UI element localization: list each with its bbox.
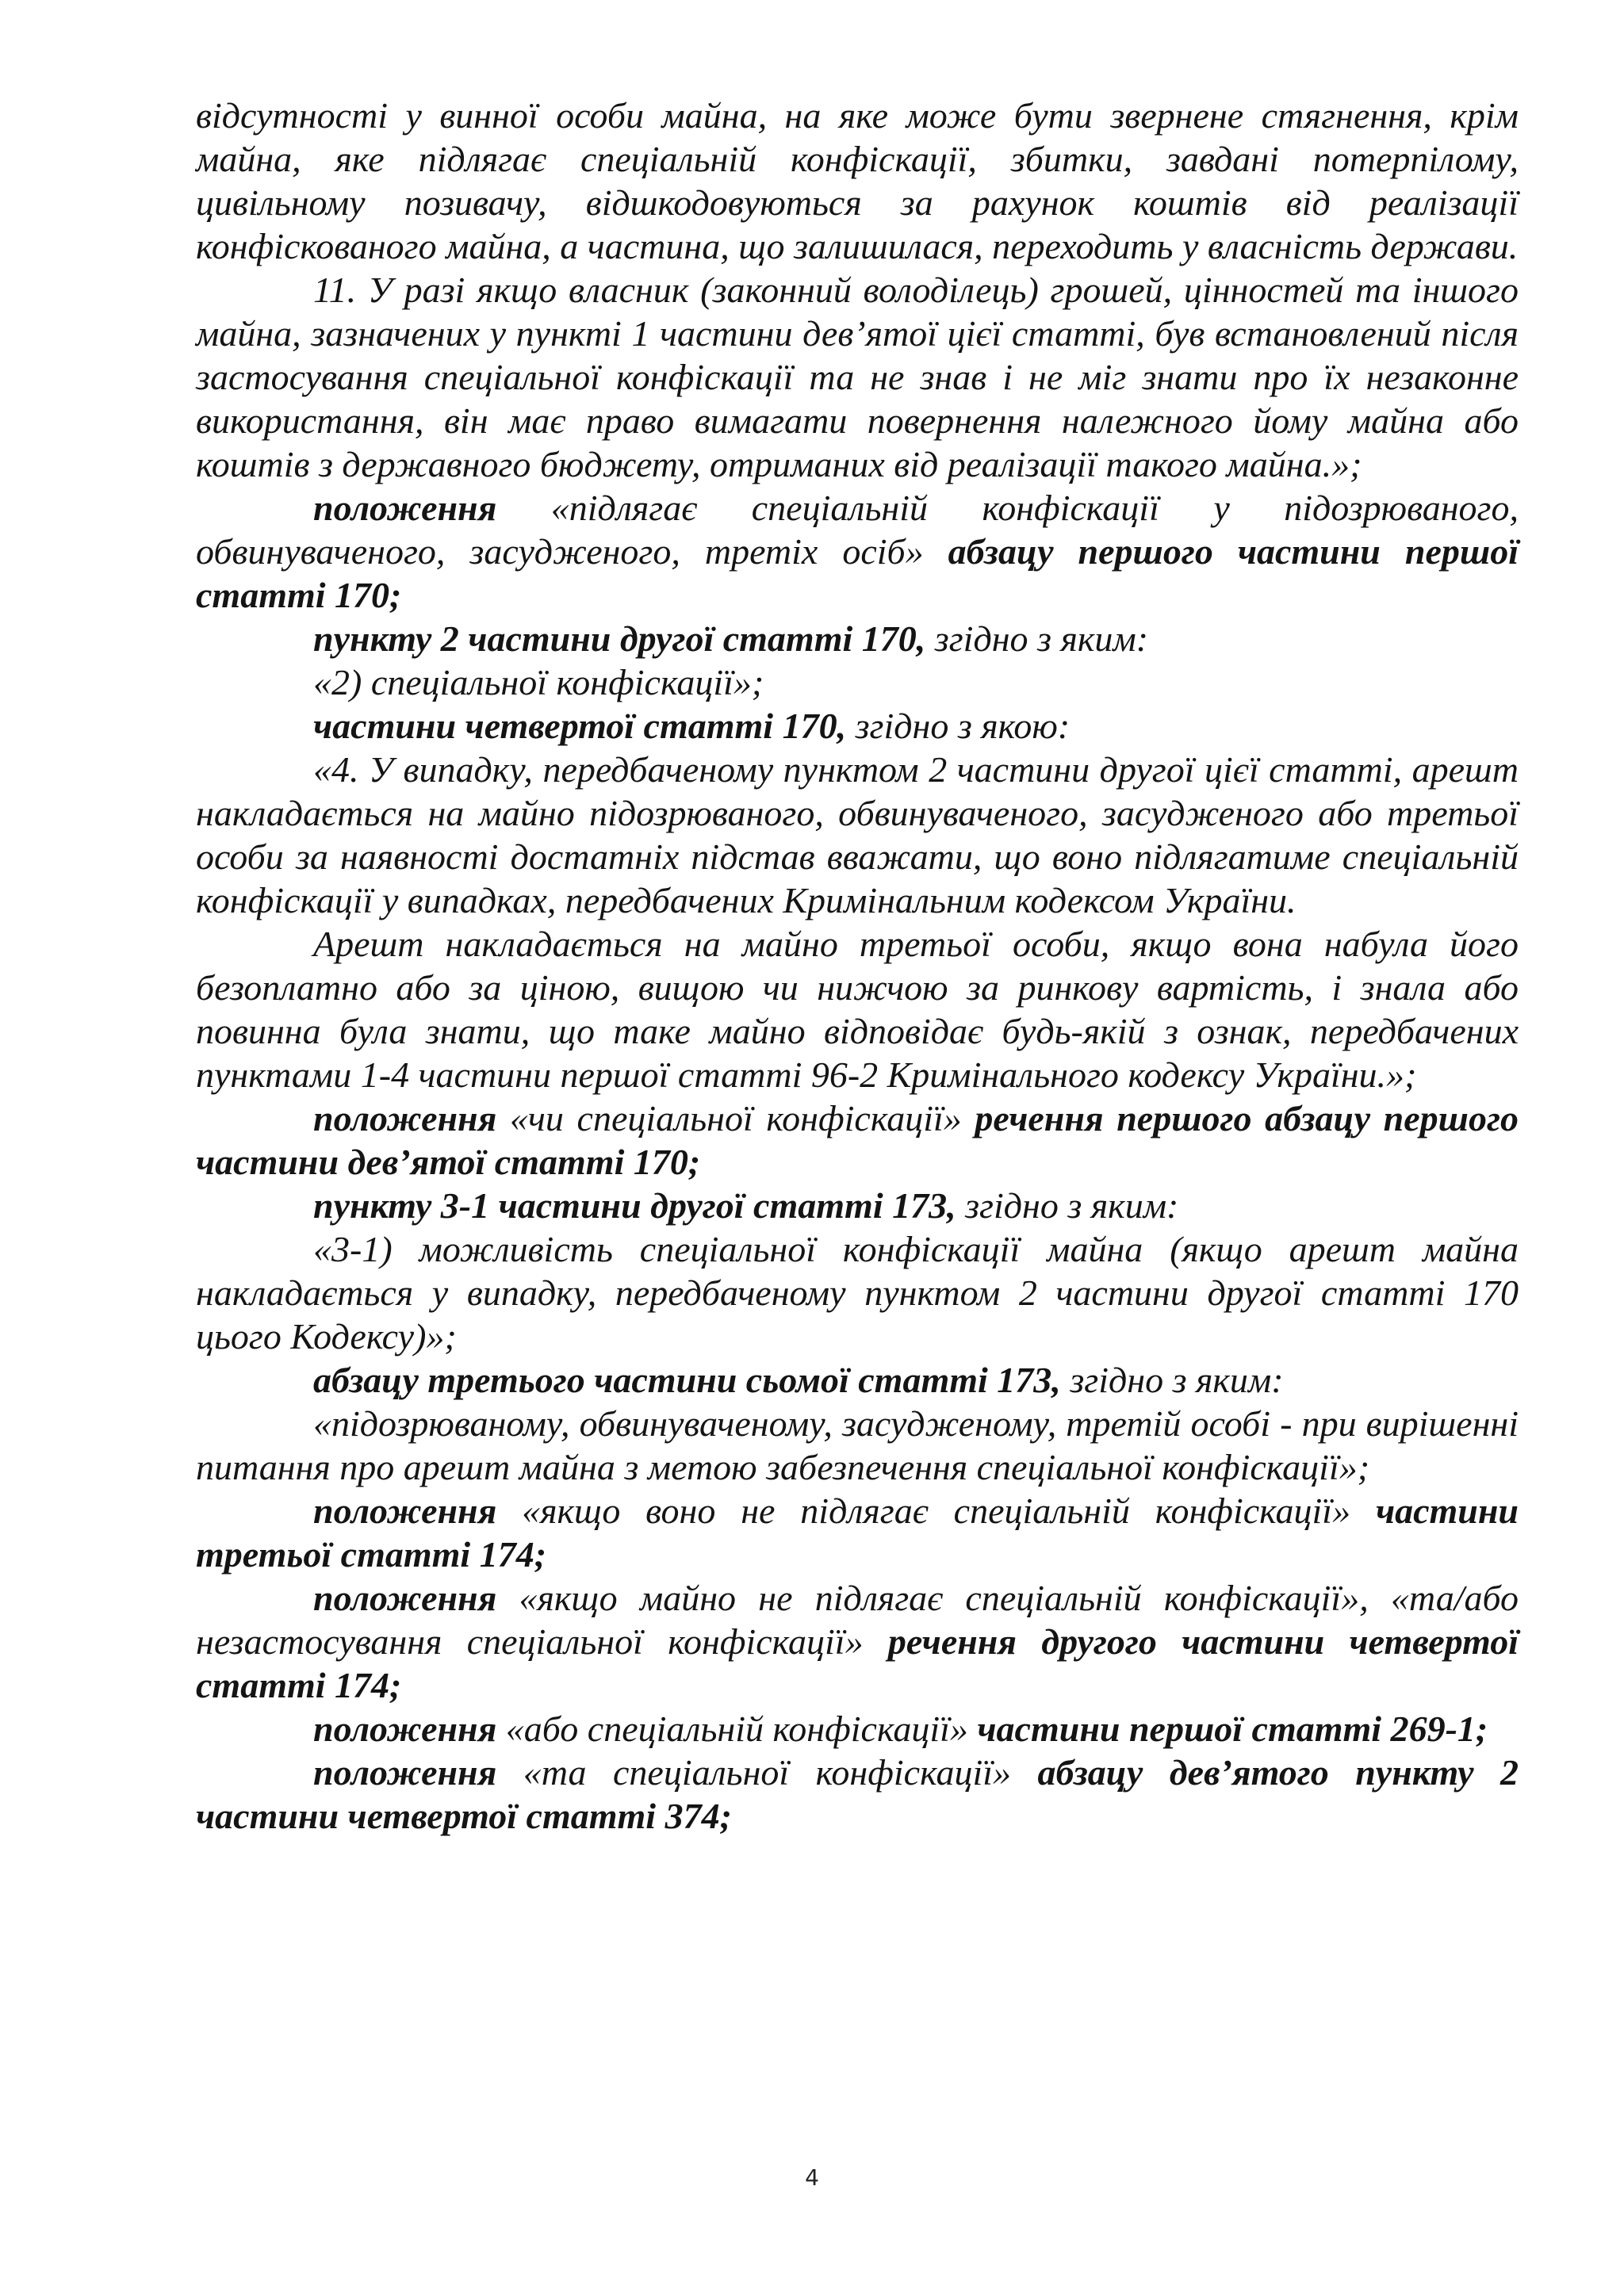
text-run: «та спеціальної конфіскації» xyxy=(496,1752,1038,1793)
text-run: Арешт накладається на майно третьої особи, якщо вона набула його безоплатно або за ціною, вищою чи нижчою за ринкову вартість, і знала або повинна була знати, що таке майно відповідає будь-якій з ознак, передбачених пунктами 1-4 частини першої статті 96-2 Кримінального кодексу України.»; xyxy=(196,924,1519,1095)
document-paragraph xyxy=(196,1576,1519,1707)
bold-text-run: пункту 3-1 частини другої статті 173, xyxy=(313,1185,956,1226)
bold-text-run: положення xyxy=(313,1752,497,1793)
document-body xyxy=(196,94,1519,1838)
document-paragraph xyxy=(196,1358,1519,1402)
text-run: «підозрюваному, обвинуваченому, засудженому, третій особі - при вирішенні питання про арешт майна з метою забезпечення спеціальної конфіскації»; xyxy=(196,1403,1519,1487)
bold-text-run: частини четвертої статті 170, xyxy=(313,706,847,746)
text-run: згідно з яким: xyxy=(1060,1360,1284,1400)
document-paragraph xyxy=(196,486,1519,617)
text-run: «якщо майно не підлягає спеціальній конфіскації», «та/або незастосування спеціальної конфіскації» xyxy=(196,1578,1519,1662)
bold-text-run: речення першого абзацу першого частини дев’ятої статті 170; xyxy=(196,1098,1519,1182)
text-run: «підлягає спеціальній конфіскації у підозрюваного, обвинуваченого, засудженого, третіх осіб» xyxy=(196,488,1519,572)
document-paragraph xyxy=(196,1707,1519,1751)
bold-text-run: пункту 2 частини другої статті 170, xyxy=(313,618,926,659)
bold-text-run: речення другого частини четвертої статті 174; xyxy=(196,1621,1519,1705)
document-paragraph xyxy=(196,1184,1519,1227)
bold-text-run: положення xyxy=(313,1578,497,1618)
document-paragraph xyxy=(196,1489,1519,1576)
document-paragraph xyxy=(196,660,1519,704)
bold-text-run: положення xyxy=(313,1098,497,1138)
bold-text-run: положення xyxy=(313,1709,497,1749)
bold-text-run: положення xyxy=(313,1490,497,1531)
text-run: «або спеціальній конфіскації» xyxy=(496,1709,978,1749)
text-run: «3-1) можливість спеціальної конфіскації майна (якщо арешт майна накладається у випадку, передбаченому пунктом 2 частини другої статті 170 цього Кодексу)»; xyxy=(196,1229,1519,1357)
bold-text-run: абзацу третього частини сьомої статті 173, xyxy=(313,1360,1061,1400)
text-run: «чи спеціальної конфіскації» xyxy=(496,1098,975,1138)
document-paragraph xyxy=(196,94,1519,268)
document-paragraph xyxy=(196,748,1519,922)
bold-text-run: частини третьої статті 174; xyxy=(196,1490,1519,1575)
document-paragraph xyxy=(196,1227,1519,1358)
document-paragraph xyxy=(196,704,1519,748)
bold-text-run: абзацу дев’ятого пункту 2 частини четвертої статті 374; xyxy=(196,1752,1519,1836)
document-paragraph xyxy=(196,617,1519,660)
document-paragraph xyxy=(196,922,1519,1096)
document-paragraph xyxy=(196,268,1519,486)
document-paragraph xyxy=(196,1402,1519,1489)
document-paragraph xyxy=(196,1751,1519,1838)
text-run: згідно з яким: xyxy=(925,618,1149,659)
text-run: «якщо воно не підлягає спеціальній конфіскації» xyxy=(496,1490,1376,1531)
text-run: 11. У разі якщо власник (законний володілець) грошей, цінностей та іншого майна, зазначених у пункті 1 частини дев’ятої цієї статті, був встановлений після застосування спеціальної конфіскації та не знав і не міг знати про їх незаконне використання, він має право вимагати повернення належного йому майна або коштів з державного бюджету, отриманих від реалізації такого майна.»; xyxy=(196,270,1519,484)
bold-text-run: частини першої статті 269-1; xyxy=(977,1709,1488,1749)
bold-text-run: абзацу першого частини першої статті 170; xyxy=(196,531,1519,615)
text-run: згідно з яким: xyxy=(956,1185,1179,1226)
text-run: «4. У випадку, передбаченому пунктом 2 частини другої цієї статті, арешт накладається на майно підозрюваного, обвинуваченого, засудженого або третьої особи за наявності достатніх підстав вважати, що воно підлягатиме спеціальній конфіскації у випадках, передбачених Кримінальним кодексом України. xyxy=(196,749,1519,920)
text-run: «2) спеціальної конфіскації»; xyxy=(313,662,764,702)
document-paragraph xyxy=(196,1096,1519,1184)
bold-text-run: положення xyxy=(313,488,497,528)
text-run: відсутності у винної особи майна, на яке може бути звернене стягнення, крім майна, яке підлягає спеціальній конфіскації, збитки, завдані потерпілому, цивільному позивачу, відшкодовуються за рахунок коштів від реалізації конфіскованого майна, а частина, що залишилася, переходить у власність держави. xyxy=(196,95,1519,266)
text-run: згідно з якою: xyxy=(846,706,1071,746)
page-number: 4 xyxy=(805,2164,819,2191)
